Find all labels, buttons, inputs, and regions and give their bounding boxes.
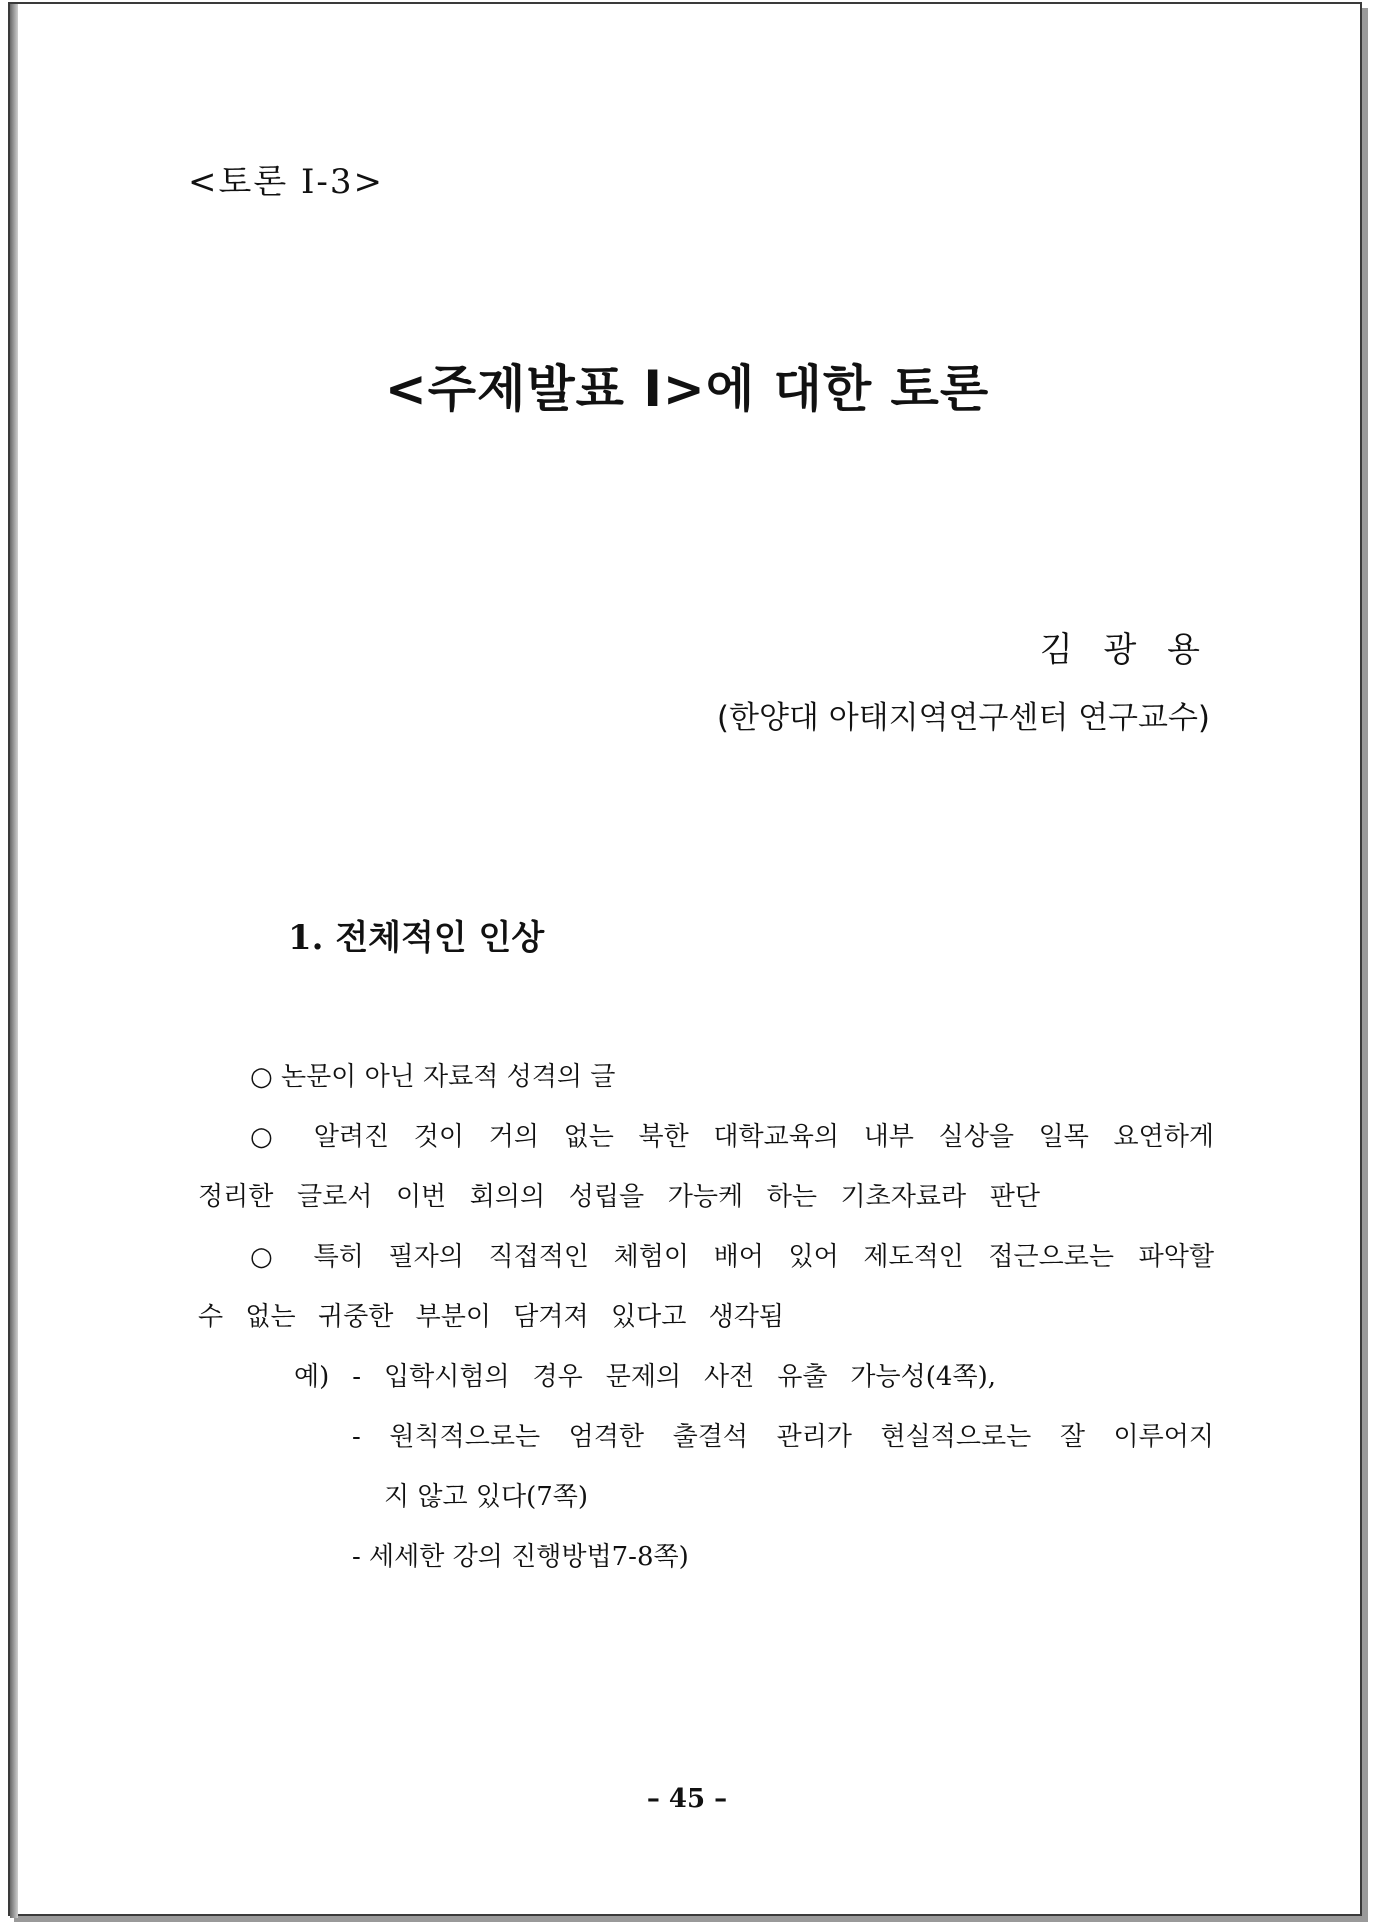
body-line-4: ○ 특히 필자의 직접적인 체험이 배어 있어 제도적인 접근으로는 파악할	[250, 1242, 1214, 1272]
page-binding-edge	[10, 4, 18, 1918]
example-line-4: - 세세한 강의 진행방법7-8쪽)	[352, 1542, 689, 1572]
body-line-3: 정리한 글로서 이번 회의의 성립을 가능케 하는 기초자료라 판단	[198, 1182, 1040, 1212]
body-line-5: 수 없는 귀중한 부분이 담겨져 있다고 생각됨	[198, 1302, 784, 1332]
body-line-2: ○ 알려진 것이 거의 없는 북한 대학교육의 내부 실상을 일목 요연하게	[250, 1122, 1214, 1152]
author-name: 김 광 용	[1039, 630, 1210, 670]
example-line-1: 예) - 입학시험의 경우 문제의 사전 유출 가능성(4쪽),	[294, 1362, 996, 1392]
example-line-2: - 원칙적으로는 엄격한 출결석 관리가 현실적으로는 잘 이루어지	[352, 1422, 1214, 1452]
section-tag: <토론 Ⅰ-3>	[188, 162, 385, 202]
author-affiliation: (한양대 아태지역연구센터 연구교수)	[716, 700, 1210, 736]
document-page	[8, 2, 1362, 1916]
body-line-1: ○ 논문이 아닌 자료적 성격의 글	[250, 1062, 616, 1092]
section-heading: 1. 전체적인 인상	[288, 918, 545, 958]
page-number: – 45 –	[646, 1784, 728, 1814]
example-line-3: 지 않고 있다(7쪽)	[384, 1482, 589, 1512]
page-title: <주제발표 Ⅰ>에 대한 토론	[384, 360, 990, 418]
